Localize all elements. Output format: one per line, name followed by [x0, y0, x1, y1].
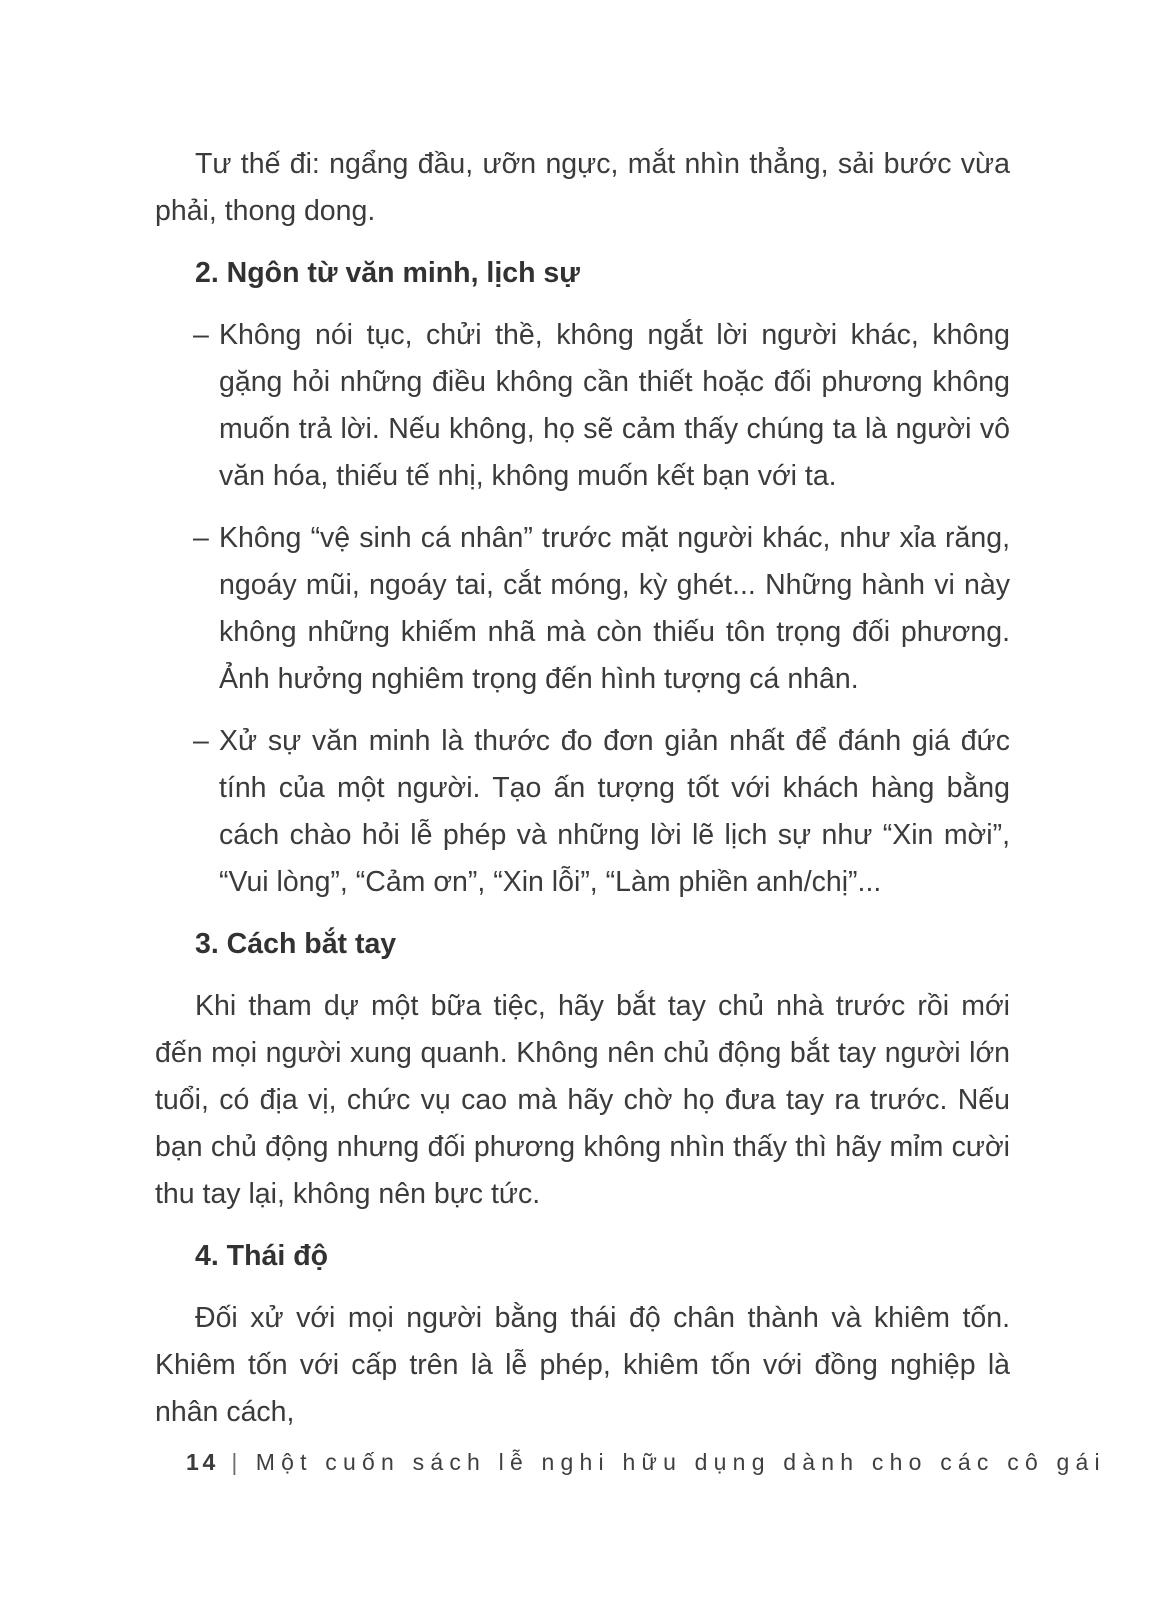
dash-marker: – — [193, 725, 209, 757]
page-footer — [186, 1449, 1106, 1476]
list-item — [155, 718, 1010, 906]
section-heading-attitude: 4. Thái độ — [195, 1240, 329, 1272]
list-item-text: Không nói tục, chửi thề, không ngắt lời người khác, không gặng hỏi những điều không cần thiết hoặc đối phương không muốn trả lời. Nếu không, họ sẽ cảm thấy chúng ta là người vô văn hóa, thiếu tế nhị, không muốn kết bạn với ta. — [219, 319, 1010, 492]
list-item-text: Không “vệ sinh cá nhân” trước mặt người khác, như xỉa răng, ngoáy mũi, ngoáy tai, cắt móng, kỳ ghét... Những hành vi này không những khiếm nhã mà còn thiếu tôn trọng đối phương. Ảnh hưởng nghiêm trọng đến hình tượng cá nhân. — [219, 522, 1010, 695]
etiquette-list — [155, 312, 1010, 906]
list-item — [155, 515, 1010, 703]
list-item-text: Xử sự văn minh là thước đo đơn giản nhất để đánh giá đức tính của một người. Tạo ấn tượng tốt với khách hàng bằng cách chào hỏi lễ phép và những lời lẽ lịch sự như “Xin mời”, “Vui lòng”, “Cảm ơn”, “Xin lỗi”, “Làm phiền anh/chị”... — [219, 725, 1010, 898]
footer-separator: | — [231, 1449, 238, 1475]
paragraph-walking-posture: Tư thế đi: ngẩng đầu, ưỡn ngực, mắt nhìn thẳng, sải bước vừa phải, thong dong. — [155, 148, 1010, 227]
page-number: 14 — [186, 1449, 219, 1475]
paragraph-handshake: Khi tham dự một bữa tiệc, hãy bắt tay chủ nhà trước rồi mới đến mọi người xung quanh. Không nên chủ động bắt tay người lớn tuổi, có địa vị, chức vụ cao mà hãy chờ họ đưa tay ra trước. Nếu bạn chủ động nhưng đối phương không nhìn thấy thì hãy mỉm cười thu tay lại, không nên bực tức. — [155, 990, 1010, 1210]
paragraph-attitude: Đối xử với mọi người bằng thái độ chân thành và khiêm tốn. Khiêm tốn với cấp trên là lễ phép, khiêm tốn với đồng nghiệp là nhân cách, — [155, 1302, 1010, 1428]
section-heading-handshake: 3. Cách bắt tay — [195, 928, 397, 960]
dash-marker: – — [193, 319, 209, 351]
dash-marker: – — [193, 522, 209, 554]
list-item — [155, 312, 1010, 500]
book-title: Một cuốn sách lễ nghi hữu dụng dành cho các cô gái — [255, 1449, 1106, 1475]
section-heading-language: 2. Ngôn từ văn minh, lịch sự — [195, 257, 580, 289]
